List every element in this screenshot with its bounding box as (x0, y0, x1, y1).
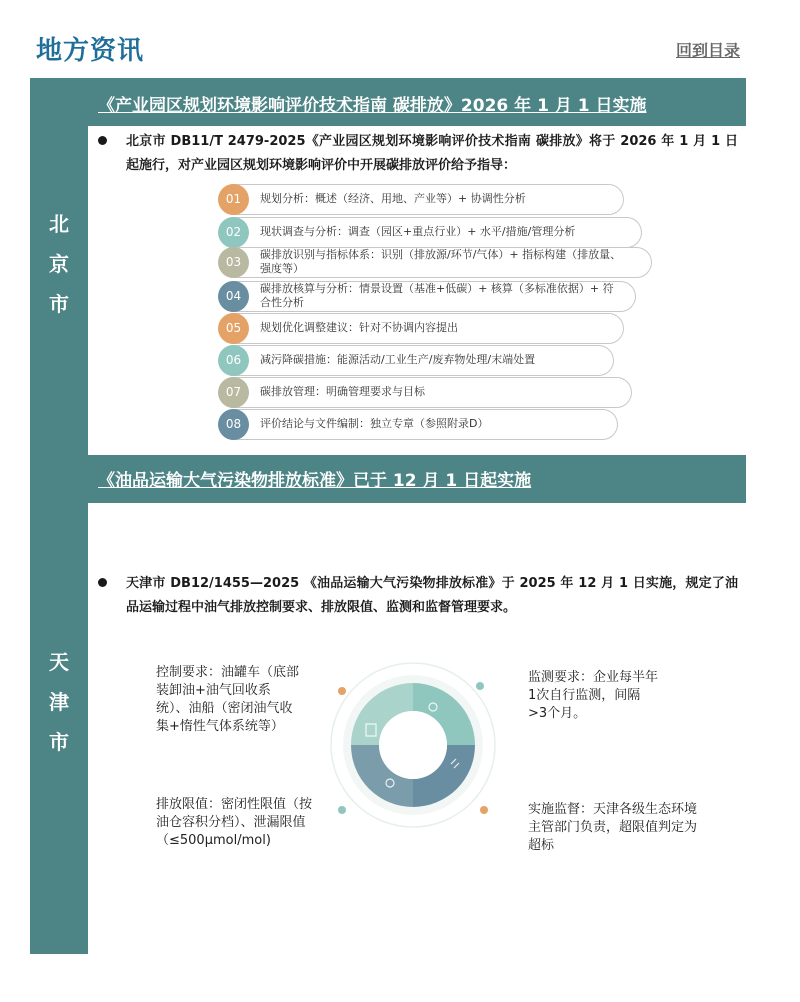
step-number-badge: 05 (218, 313, 249, 344)
city-label-tianjin: 天 津 市 (49, 650, 69, 754)
step-label: 评价结论与文件编制：独立专章（参照附录D） (260, 417, 489, 430)
step-number-badge: 01 (218, 184, 249, 215)
process-step (218, 409, 624, 440)
process-step (218, 377, 638, 408)
process-step (218, 345, 620, 376)
step-number-badge: 06 (218, 345, 249, 376)
step-label: 碳排放核算与分析：情景设置（基准+低碳）+ 核算（多标准依据）+ 符合性分析 (260, 282, 614, 309)
process-step (218, 184, 630, 215)
step-label: 碳排放管理：明确管理要求与目标 (260, 385, 425, 398)
control-requirement: 控制要求：油罐车（底部装卸油+油气回收系统）、油船（密闭油气收集+惰性气体系统等） (156, 665, 300, 734)
step-label: 碳排放识别与指标体系：识别（排放源/环节/气体）+ 指标构建（排放量、强度等） (260, 248, 622, 275)
supervision: 实施监督：天津各级生态环境主管部门负责，超限值判定为超标 (528, 802, 698, 853)
tianjin-bullet: 天津市 DB12/1455—2025 《油品运输大气污染物排放标准》于 2025 年 12 月 1 日实施，规定了油品运输过程中油气排放控制要求、排放限值、监测和监督管理要求。 (98, 572, 738, 620)
process-step (218, 281, 642, 312)
beijing-section-bar (88, 78, 746, 126)
emission-limits: 排放限值：密闭性限值（按油仓容积分档）、泄漏限值（≤500μmol/mol) (156, 797, 313, 848)
beijing-section-title[interactable]: 《产业园区规划环境影响评价技术指南 碳排放》2026 年 1 月 1 日实施 (98, 96, 647, 116)
step-label: 减污降碳措施：能源活动/工业生产/废弃物处理/末端处置 (260, 353, 536, 366)
tianjin-section-title[interactable]: 《油品运输大气污染物排放标准》已于 12 月 1 日起实施 (98, 471, 532, 491)
bullet-dot (98, 136, 107, 145)
process-step (218, 217, 648, 248)
requirements-donut (318, 660, 508, 830)
bullet-dot (98, 578, 107, 587)
step-number-badge: 03 (218, 247, 249, 278)
step-label: 现状调查与分析：调查（园区+重点行业）+ 水平/措施/管理分析 (260, 225, 576, 238)
process-step (218, 247, 658, 278)
back-to-contents-link[interactable]: 回到目录 (675, 41, 740, 60)
tianjin-section-bar (88, 455, 746, 503)
beijing-bullet: 北京市 DB11/T 2479-2025《产业园区规划环境影响评价技术指南 碳排放》将于 2026 年 1 月 1 日起施行，对产业园区规划环境影响评价中开展碳排放评价给予指导： (98, 130, 738, 178)
step-number-badge: 04 (218, 281, 249, 312)
page-title: 地方资讯 (36, 36, 145, 66)
step-number-badge: 07 (218, 377, 249, 408)
step-label: 规划分析：概述（经济、用地、产业等）+ 协调性分析 (260, 192, 526, 205)
step-number-badge: 02 (218, 217, 249, 248)
monitoring-requirement: 监测要求：企业每半年1次自行监测，间隔>3个月。 (528, 670, 659, 721)
process-step (218, 313, 630, 344)
step-label: 规划优化调整建议：针对不协调内容提出 (260, 321, 458, 334)
step-number-badge: 08 (218, 409, 249, 440)
city-label-beijing: 北 京 市 (49, 212, 69, 316)
donut-hole (379, 711, 447, 779)
